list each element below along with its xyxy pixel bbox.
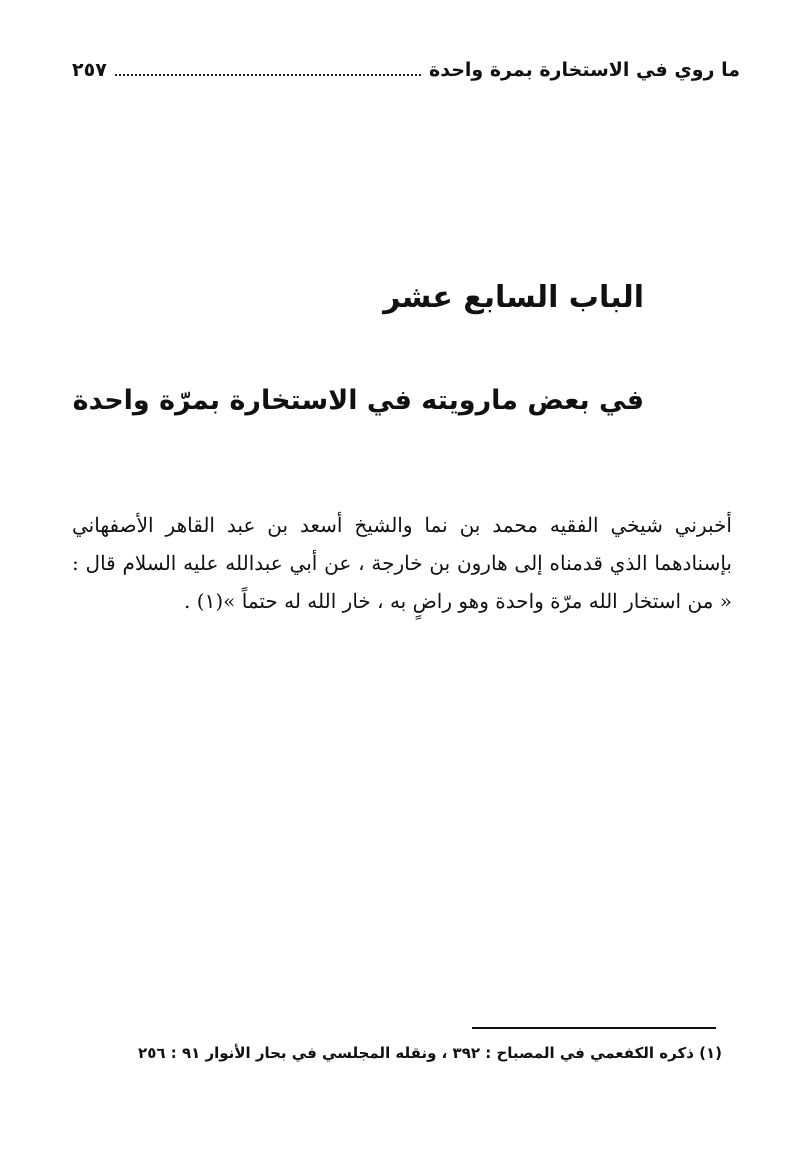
footnote-separator	[472, 1027, 716, 1029]
running-header-title: ما روي في الاستخارة بمرة واحدة	[429, 59, 740, 81]
footnote: (١) ذكره الكفعمي في المصباح : ٣٩٢ ، ونقله المجلسي في بحار الأنوار ٩١ : ٢٥٦	[138, 1044, 722, 1062]
chapter-subtitle: في بعض مارويته في الاستخارة بمرّة واحدة	[72, 385, 644, 416]
chapter-title: الباب السابع عشر	[383, 280, 644, 315]
running-header	[72, 50, 740, 90]
body-paragraph: أخبرني شيخي الفقيه محمد بن نما والشيخ أسعد بن عبد القاهر الأصفهاني بإسنادهما الذي قدمناه إلى هارون بن خارجة ، عن أبي عبدالله عليه السلام قال : « من استخار الله مرّة واحدة وهو راضٍ به ، خار الله له حتماً »(١) .	[72, 513, 732, 613]
header-dot-leader	[115, 74, 421, 76]
page-number: ٢٥٧	[72, 59, 107, 81]
